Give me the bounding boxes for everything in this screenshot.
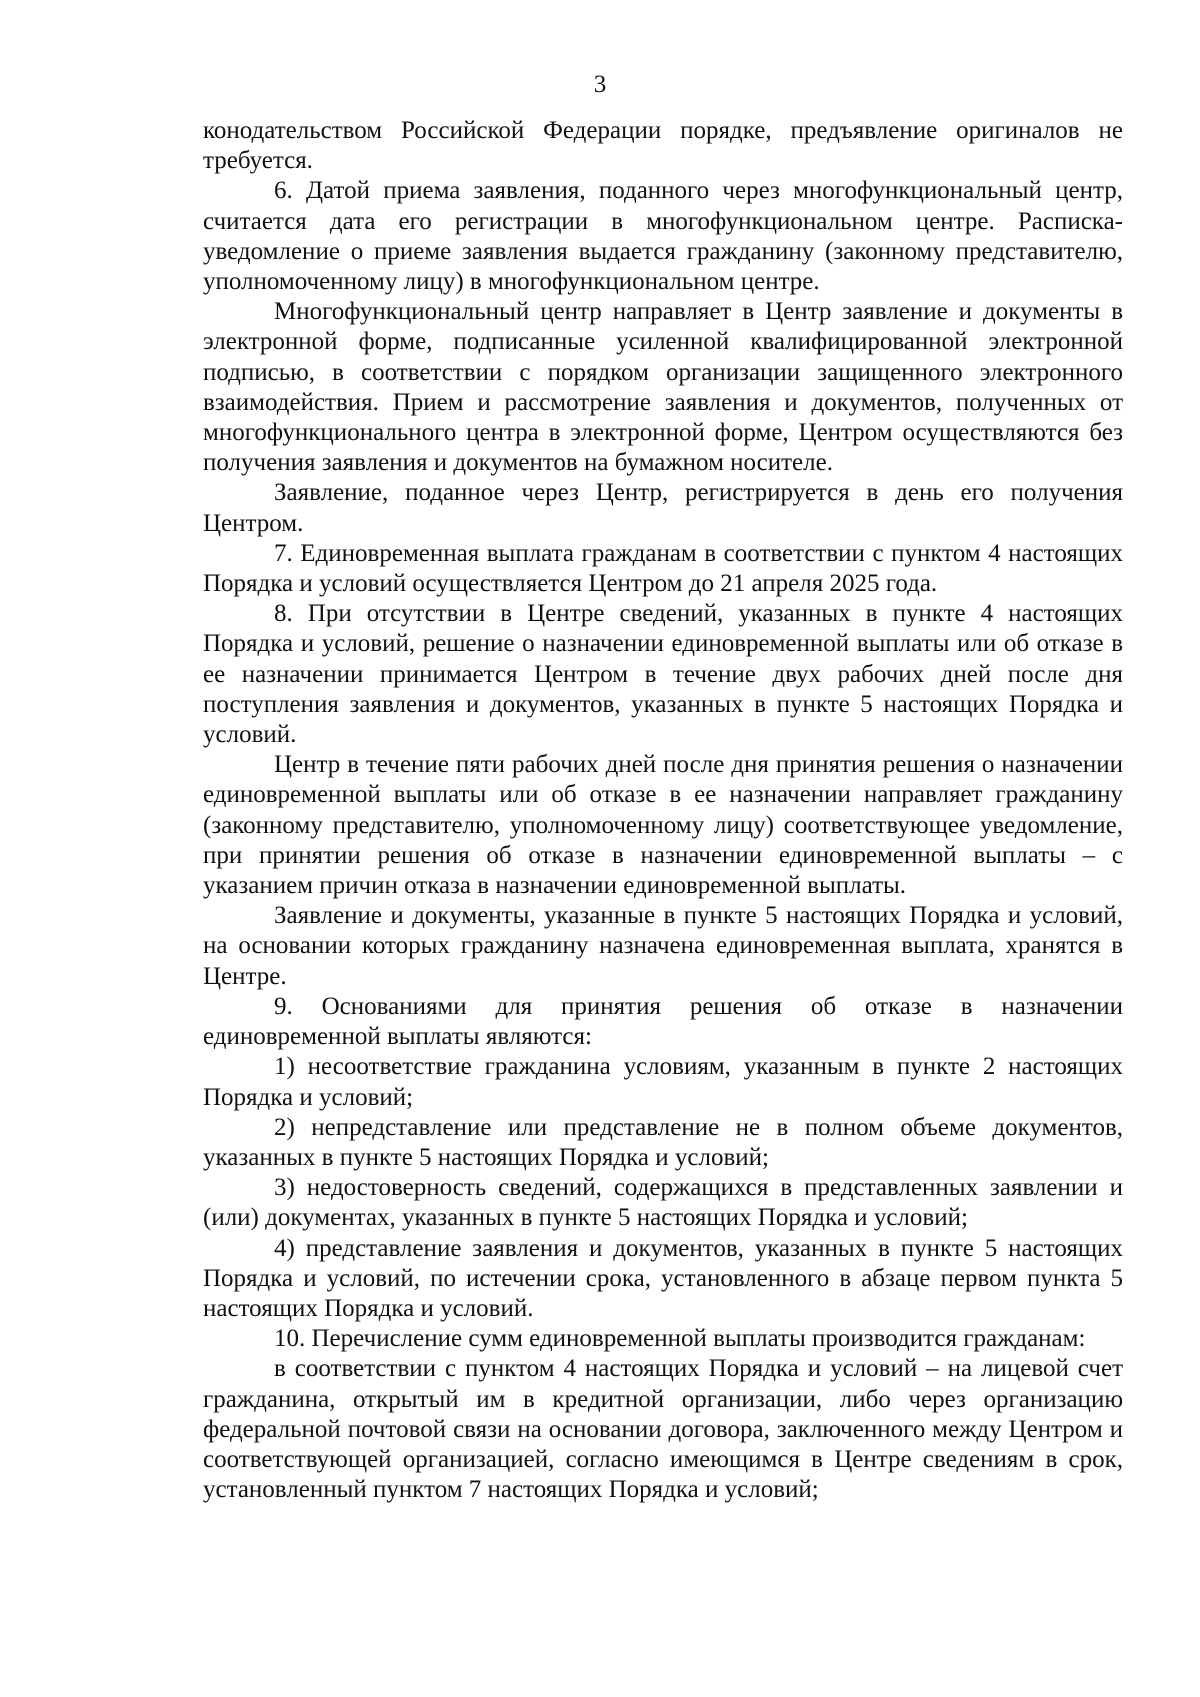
paragraph: Многофункциональный центр направляет в Центр заявление и документы в электронной форме, подписанные усиленной квалифицированной электронной подписью, в соответствии с порядком организации защищенного электронного взаимодействия. Прием и рассмотрение заявления и документов, полученных от многофункционального центра в электронной форме, Центром осуществляются без получения заявления и документов на бумажном носителе. (203, 298, 1123, 477)
paragraph: 7. Единовременная выплата гражданам в соответствии с пунктом 4 настоящих Порядка и условий осуществляется Центром до 21 апреля 2025 года. (203, 539, 1123, 598)
paragraph: Заявление, поданное через Центр, регистрируется в день его получения Центром. (203, 479, 1123, 537)
document-body (203, 116, 1123, 1505)
paragraph: 2) непредставление или представление не в полном объеме документов, указанных в пункте 5 настоящих Порядка и условий; (203, 1113, 1123, 1171)
paragraph: 3) недостоверность сведений, содержащихся в представленных заявлении и (или) документах, указанных в пункте 5 настоящих Порядка и условий; (203, 1174, 1123, 1232)
paragraph: 6. Датой приема заявления, поданного через многофункциональный центр, считается дата его регистрации в многофункциональном центре. Расписка-уведомление о приеме заявления выдается гражданину (законному представителю, уполномоченному лицу) в многофункциональном центре. (203, 177, 1123, 296)
paragraph: конодательством Российской Федерации порядке, предъявление оригиналов не требуется. (203, 117, 1123, 175)
paragraph: 8. При отсутствии в Центре сведений, указанных в пункте 4 настоящих Порядка и условий, решение о назначении единовременной выплаты или об отказе в ее назначении принимается Центром в течение двух рабочих дней после дня поступления заявления и документов, указанных в пункте 5 настоящих Порядка и условий. (203, 600, 1123, 749)
page-number: 3 (593, 71, 607, 98)
paragraph: Заявление и документы, указанные в пункте 5 настоящих Порядка и условий, на основании которых гражданину назначена единовременная выплата, хранятся в Центре. (203, 902, 1123, 990)
paragraph: 10. Перечисление сумм единовременной выплаты производится гражданам: (274, 1325, 1086, 1353)
paragraph: 9. Основаниями для принятия решения об отказе в назначении единовременной выплаты являются: (203, 992, 1123, 1051)
paragraph: в соответствии с пунктом 4 настоящих Порядка и условий – на лицевой счет гражданина, открытый им в кредитной организации, либо через организацию федеральной почтовой связи на основании договора, заключенного между Центром и соответствующей организацией, согласно имеющимся в Центре сведениям в срок, установленный пунктом 7 настоящих Порядка и условий; (203, 1355, 1123, 1504)
paragraph: 1) несоответствие гражданина условиям, указанным в пункте 2 настоящих Порядка и условий; (203, 1053, 1123, 1111)
paragraph: 4) представление заявления и документов, указанных в пункте 5 настоящих Порядка и условий, по истечении срока, установленного в абзаце первом пункта 5 настоящих Порядка и условий. (203, 1234, 1123, 1322)
paragraph: Центр в течение пяти рабочих дней после дня принятия решения о назначении единовременной выплаты или об отказе в ее назначении направляет гражданину (законному представителю, уполномоченному лицу) соответствующее уведомление, при принятии решения об отказе в назначении единовременной выплаты – с указанием причин отказа в назначении единовременной выплаты. (203, 751, 1123, 900)
